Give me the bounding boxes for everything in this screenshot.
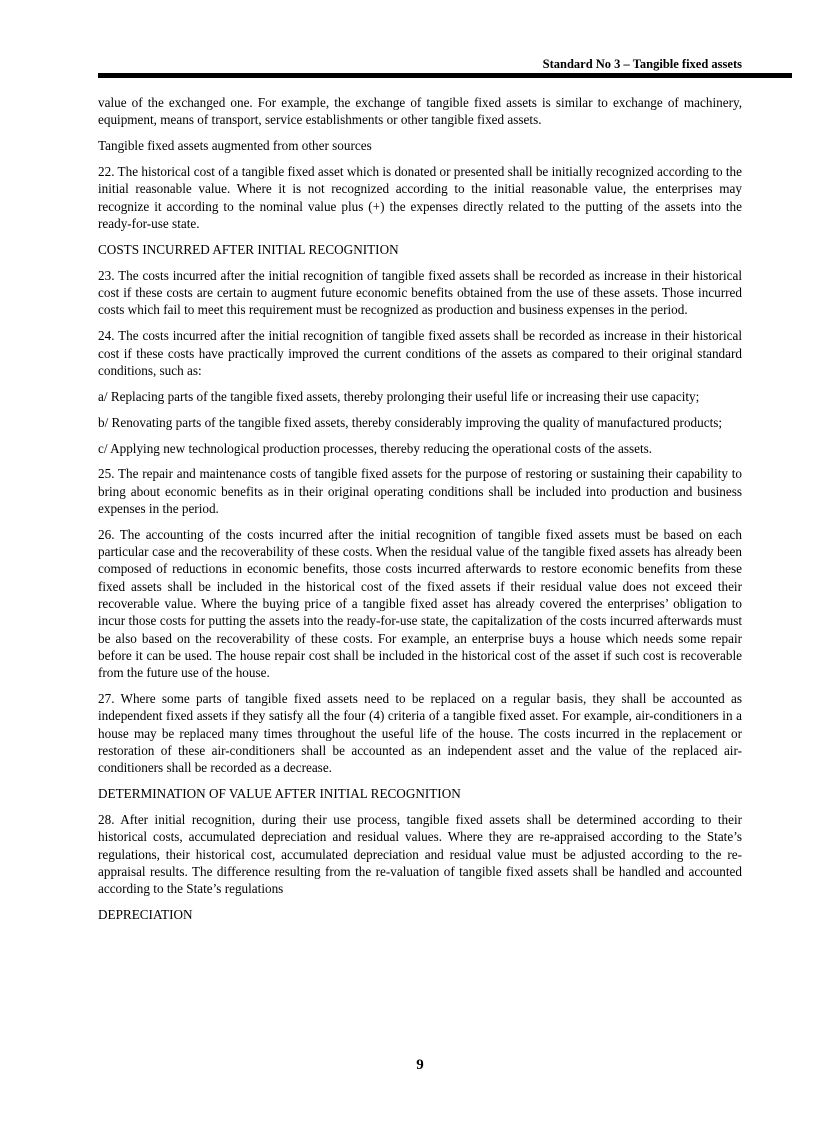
paragraph-28: 28. After initial recognition, during their use process, tangible fixed assets shall be determined according to their historical costs, accumulated depreciation and residual values. Where they are re-appraised according to the State’s regulations, their historical cost, accumulated depreciation and residual value must be adjusted according to the re-appraisal results. The difference resulting from the re-valuation of tangible fixed assets shall be handled and accounted according to the State’s regulations (98, 812, 742, 897)
section-heading-determination-of-value: DETERMINATION OF VALUE AFTER INITIAL RECOGNITION (98, 786, 461, 802)
paragraph-23: 23. The costs incurred after the initial recognition of tangible fixed assets shall be recorded as increase in their historical cost if these costs are certain to augment future economic benefits obtained from the use of these assets. Those incurred costs which fail to meet this requirement must be recognized as production and business expenses in the period. (98, 267, 742, 318)
paragraph-24: 24. The costs incurred after the initial recognition of tangible fixed assets shall be recorded as increase in their historical cost if these costs have practically improved the current conditions of the assets as compared to their original standard conditions, such as: (98, 328, 742, 378)
paragraph-27: 27. Where some parts of tangible fixed assets need to be replaced on a regular basis, they shall be accounted as independent fixed assets if they satisfy all the four (4) criteria of a tangible fixed asset. For example, air-conditioners in a house may be replaced many times throughout the useful life of the house. The costs incurred in the replacement or restoration of these air-conditioners shall be accounted as an independent asset and the value of the replaced air-conditioners shall be recorded as a decrease. (98, 691, 742, 776)
running-header-title: Standard No 3 – Tangible fixed assets (542, 57, 742, 71)
paragraph-continuation: value of the exchanged one. For example, the exchange of tangible fixed assets is similar to exchange of machinery, equipment, means of transport, service establishments or other tangible fixed assets. (98, 95, 742, 128)
header-rule (98, 73, 792, 78)
page-number: 9 (416, 1057, 424, 1073)
paragraph-25: 25. The repair and maintenance costs of tangible fixed assets for the purpose of restoring or sustaining their capability to bring about economic benefits as in their original operating conditions shall be included into production and business expenses in the period. (98, 466, 742, 516)
list-item-c: c/ Applying new technological production processes, thereby reducing the operational costs of the assets. (98, 440, 653, 456)
section-heading-costs-incurred: COSTS INCURRED AFTER INITIAL RECOGNITION (98, 241, 399, 257)
body-text (98, 94, 742, 932)
subheading-other-sources: Tangible fixed assets augmented from other sources (98, 138, 372, 154)
list-item-a: a/ Replacing parts of the tangible fixed assets, thereby prolonging their useful life or increasing their use capacity; (98, 388, 700, 404)
paragraph-26: 26. The accounting of the costs incurred after the initial recognition of tangible fixed assets must be based on each particular case and the recoverability of these costs. When the residual value of the tangible fixed assets has already been composed of reductions in economic benefits, those costs incurred afterwards to restore economic benefits from these fixed assets shall be included in the historical cost of the fixed assets if their residual value does not exceed their recoverable value. Where the buying price of a tangible fixed asset has already covered the enterprises’ obligation to incur those costs for putting the assets into the ready-for-use state, the capitalization of the costs incurred afterwards must be also based on the recoverability of these costs. For example, an enterprise buys a house which needs some repair before it can be used. The house repair cost shall be included in the historical cost of the asset if such cost is recoverable from the future use of the house. (98, 526, 742, 681)
section-heading-depreciation: DEPRECIATION (98, 907, 193, 923)
paragraph-22: 22. The historical cost of a tangible fixed asset which is donated or presented shall be initially recognized according to the initial reasonable value. Where it is not recognized according to the initial reasonable value, the enterprises may recognize it according to the nominal value plus (+) the expenses directly related to the putting of the assets into the ready-for-use state. (98, 164, 742, 231)
list-item-b: b/ Renovating parts of the tangible fixed assets, thereby considerably improving the quality of manufactured products; (98, 414, 723, 430)
